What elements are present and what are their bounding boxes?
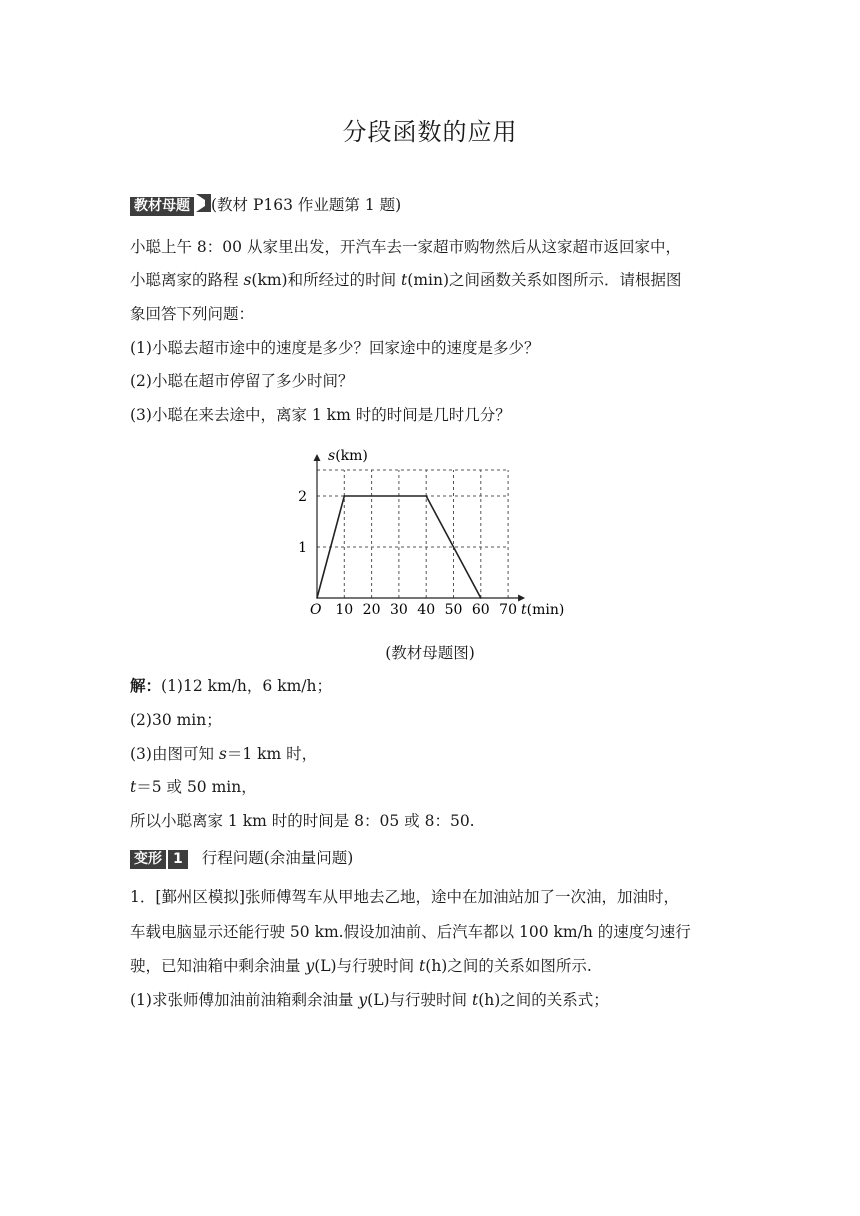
- variant-line: 驶，已知油箱中剩余油量 y(L)与行驶时间 t(h)之间的关系如图所示.: [130, 957, 592, 975]
- variant-number: 1: [168, 850, 188, 869]
- x-tick-label: 70: [499, 602, 518, 618]
- x-tick-label: 60: [471, 602, 490, 618]
- problem-line: 小聪上午 8：00 从家里出发，开汽车去一家超市购物然后从这家超市返回家中，: [130, 238, 681, 256]
- x-axis-label: t(min): [521, 602, 565, 618]
- chart-grid: [317, 470, 508, 598]
- y-tick-label: 1: [298, 540, 307, 556]
- data-point: [344, 495, 346, 497]
- x-tick-label: 20: [362, 602, 381, 618]
- distance-time-chart: [290, 440, 580, 630]
- figure-caption: (教材母题图): [385, 644, 475, 662]
- variant-heading: 行程问题(余油量问题): [201, 849, 354, 867]
- y-tick-label: 2: [298, 489, 307, 505]
- chart-ticks: [298, 489, 517, 618]
- data-point: [316, 597, 318, 599]
- data-point: [425, 495, 427, 497]
- solution-line: (2)30 min；: [130, 711, 222, 729]
- variant-header: [130, 848, 353, 869]
- variant-line: 车载电脑显示还能行驶 50 km.假设加油前、后汽车都以 100 km/h 的速度匀速行: [130, 923, 691, 941]
- solution-label: 解：: [130, 676, 162, 695]
- problem-line: 象回答下列问题：: [130, 305, 255, 323]
- question-2: (2)小聪在超市停留了多少时间？: [130, 372, 354, 390]
- page-title: 分段函数的应用: [342, 118, 518, 146]
- play-arrow-icon: [196, 194, 211, 212]
- data-point: [480, 597, 482, 599]
- textbook-problem-tag: 教材母题: [130, 197, 194, 216]
- variant-line: 1．[鄞州区模拟]张师傅驾车从甲地去乙地，途中在加油站加了一次油，加油时，: [130, 888, 679, 906]
- chart-axes: [314, 454, 526, 602]
- solution-line: 所以小聪离家 1 km 时的时间是 8：05 或 8：50.: [130, 812, 475, 830]
- problem-source: (教材 P163 作业题第 1 题): [211, 196, 402, 214]
- variant-question-1: (1)求张师傅加油前油箱剩余油量 y(L)与行驶时间 t(h)之间的关系式；: [130, 991, 609, 1009]
- x-tick-label: 50: [444, 602, 463, 618]
- problem-line: 小聪离家的路程 s(km)和所经过的时间 t(min)之间函数关系如图所示．请根据图: [130, 271, 682, 289]
- question-3: (3)小聪在来去途中，离家 1 km 时的时间是几时几分？: [130, 406, 511, 424]
- x-tick-label: 30: [389, 602, 408, 618]
- solution-line: 解：(1)12 km/h，6 km/h；: [130, 676, 333, 695]
- x-axis-arrow-icon: [518, 595, 525, 602]
- x-tick-label: 10: [335, 602, 354, 618]
- variant-tag: 变形: [130, 850, 166, 869]
- y-axis-label: s(km): [328, 448, 368, 464]
- origin-label: O: [310, 602, 322, 618]
- question-1: (1)小聪去超市途中的速度是多少？回家途中的速度是多少？: [130, 339, 540, 357]
- x-tick-label: 40: [417, 602, 436, 618]
- solution-line: t＝5 或 50 min，: [130, 778, 257, 796]
- problem-header: [130, 194, 401, 216]
- solution-line: (3)由图可知 s＝1 km 时，: [130, 745, 318, 763]
- y-axis-arrow-icon: [314, 454, 321, 461]
